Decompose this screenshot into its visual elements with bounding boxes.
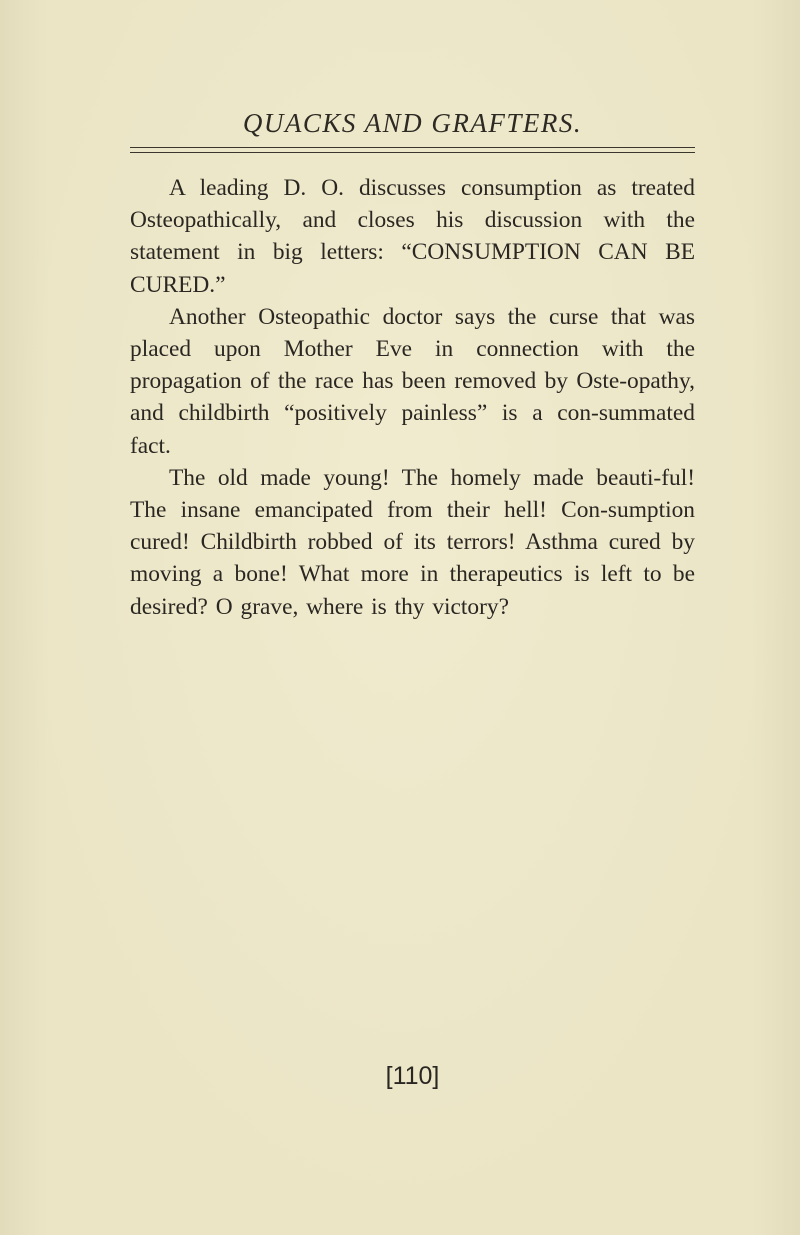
page-number: [110]	[385, 1062, 440, 1090]
running-head: QUACKS AND GRAFTERS.	[242, 108, 583, 138]
paragraph: The old made young! The homely made beauti-ful! The insane emancipated from their hell! Con-sumption cured! Childbirth robbed of its terrors! Asthma cured by moving a bone! What more in therapeutics is left to be desired? O grave, where is thy victory?	[130, 464, 695, 620]
paragraph: A leading D. O. discusses consumption as treated Osteopathically, and closes his discussion with the statement in big letters: “CONSUMPTION CAN BE CURED.”	[130, 175, 695, 298]
paragraph: Another Osteopathic doctor says the curse that was placed upon Mother Eve in connection with the propagation of the race has been removed by Oste-opathy, and childbirth “positively painless” is a con-summated fact.	[130, 303, 695, 459]
body-text	[130, 172, 695, 623]
header-double-rule	[130, 147, 695, 153]
